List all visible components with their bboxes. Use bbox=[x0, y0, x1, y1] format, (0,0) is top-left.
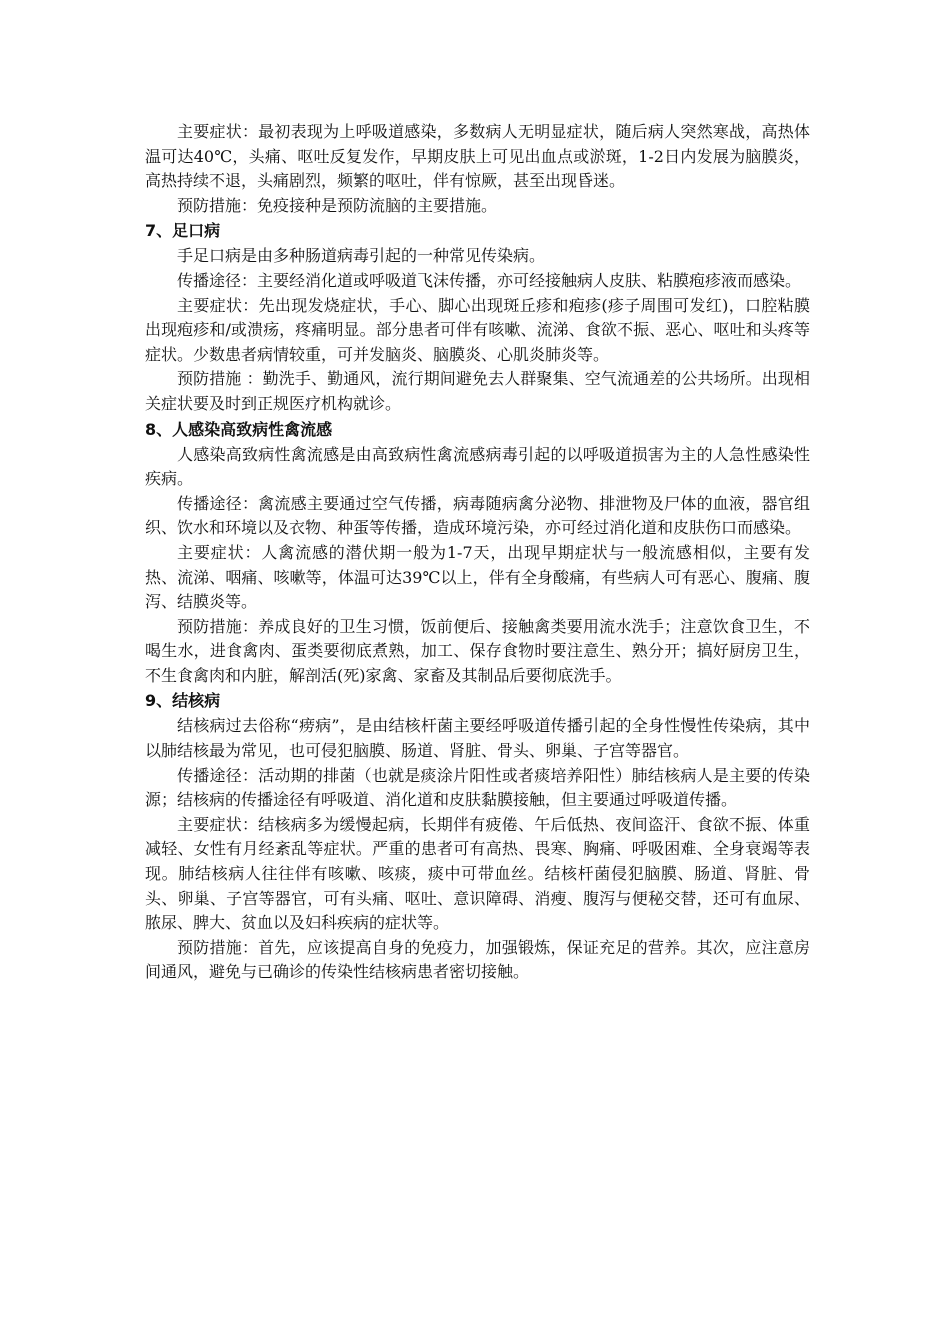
section-heading-hfmd: 7、足口病 bbox=[145, 221, 221, 241]
avian-flu-symptoms-paragraph: 主要症状：人禽流感的潜伏期一般为1-7天，出现早期症状与一般流感相似，主要有发热、流涕、咽痛、咳嗽等，体温可达39℃以上，伴有全身酸痛，有些病人可有恶心、腹痛、腹泻、结膜炎等。 bbox=[145, 542, 810, 612]
document-page bbox=[145, 120, 810, 985]
tb-transmission-paragraph: 传播途径：活动期的排菌（也就是痰涂片阳性或者痰培养阳性）肺结核病人是主要的传染源；结核病的传播途径有呼吸道、消化道和皮肤黏膜接触，但主要通过呼吸道传播。 bbox=[145, 765, 810, 810]
avian-flu-prevention-paragraph: 预防措施：养成良好的卫生习惯，饭前便后、接触禽类要用流水洗手；注意饮食卫生，不喝生水，进食禽肉、蛋类要彻底煮熟，加工、保存食物时要注意生、熟分开；搞好厨房卫生，不生食禽肉和内脏，解剖活(死)家禽、家畜及其制品后要彻底洗手。 bbox=[145, 616, 810, 685]
avian-flu-transmission-paragraph: 传播途径：禽流感主要通过空气传播，病毒随病禽分泌物、排泄物及尸体的血液，器官组织、饮水和环境以及衣物、种蛋等传播，造成环境污染，亦可经过消化道和皮肤伤口而感染。 bbox=[145, 493, 810, 538]
avian-flu-intro-paragraph: 人感染高致病性禽流感是由高致病性禽流感病毒引起的以呼吸道损害为主的人急性感染性疾病。 bbox=[145, 444, 810, 489]
tb-prevention-paragraph: 预防措施：首先，应该提高自身的免疫力，加强锻炼，保证充足的营养。其次，应注意房间通风，避免与已确诊的传染性结核病患者密切接触。 bbox=[145, 937, 810, 982]
tb-symptoms-paragraph: 主要症状：结核病多为缓慢起病，长期伴有疲倦、午后低热、夜间盗汗、食欲不振、体重减轻、女性有月经紊乱等症状。严重的患者可有高热、畏寒、胸痛、呼吸困难、全身衰竭等表现。肺结核病人往往伴有咳嗽、咳痰，痰中可带血丝。结核杆菌侵犯脑膜、肠道、肾脏、骨头、卵巢、子宫等器官，可有头痛、呕吐、意识障碍、消瘦、腹泻与便秘交替，还可有血尿、脓尿、脾大、贫血以及妇科疾病的症状等。 bbox=[145, 814, 810, 933]
hfmd-transmission-paragraph: 传播途径：主要经消化道或呼吸道飞沫传播，亦可经接触病人皮肤、粘膜疱疹液而感染。 bbox=[177, 270, 802, 290]
section-heading-tuberculosis: 9、结核病 bbox=[145, 691, 221, 711]
hfmd-intro-paragraph: 手足口病是由多种肠道病毒引起的一种常见传染病。 bbox=[177, 246, 546, 266]
tb-intro-paragraph: 结核病过去俗称“痨病”，是由结核杆菌主要经呼吸道传播引起的全身性慢性传染病，其中以肺结核最为常见，也可侵犯脑膜、肠道、肾脏、骨头、卵巢、子宫等器官。 bbox=[145, 716, 810, 761]
section-heading-avian-flu: 8、人感染高致病性禽流感 bbox=[145, 419, 333, 439]
hfmd-symptoms-paragraph: 主要症状：先出现发烧症状，手心、脚心出现斑丘疹和疱疹(疹子周围可发红)，口腔粘膜出现疱疹和/或溃疡，疼痛明显。部分患者可伴有咳嗽、流涕、食欲不振、恶心、呕吐和头疼等症状。少数患者病情较重，可并发脑炎、脑膜炎、心肌炎肺炎等。 bbox=[145, 295, 810, 364]
hfmd-prevention-paragraph: 预防措施 ：勤洗手、勤通风，流行期间避免去人群聚集、空气流通差的公共场所。出现相关症状要及时到正规医疗机构就诊。 bbox=[145, 369, 810, 413]
intro-prevention-paragraph: 预防措施：免疫接种是预防流脑的主要措施。 bbox=[177, 195, 498, 215]
intro-symptoms-paragraph: 主要症状：最初表现为上呼吸道感染，多数病人无明显症状，随后病人突然寒战，高热体温可达40℃，头痛、呕吐反复发作，早期皮肤上可见出血点或淤斑，1-2日内发展为脑膜炎，高热持续不退，头痛剧烈，频繁的呕吐，伴有惊厥，甚至出现昏迷。 bbox=[145, 122, 810, 191]
